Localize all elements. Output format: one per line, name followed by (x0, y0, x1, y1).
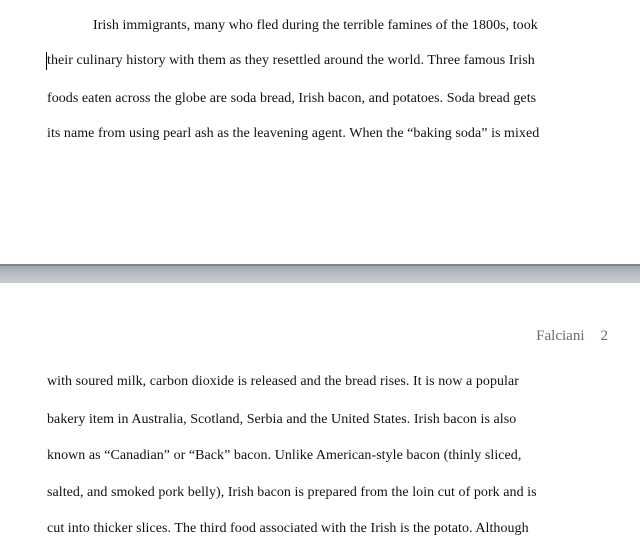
page-break-separator (0, 264, 640, 283)
paragraph-line: their culinary history with them as they resettled around the world. Three famous Irish (47, 53, 535, 68)
paragraph-line: Irish immigrants, many who fled during the terrible famines of the 1800s, took (93, 18, 538, 33)
paragraph-line: known as “Canadian” or “Back” bacon. Unlike American-style bacon (thinly sliced, (47, 448, 522, 463)
header-page-number: 2 (600, 328, 608, 344)
header-author: Falciani (536, 328, 585, 344)
document-page-1 (0, 0, 640, 264)
paragraph-line: its name from using pearl ash as the leavening agent. When the “baking soda” is mixed (47, 126, 540, 141)
paragraph-line: bakery item in Australia, Scotland, Serbia and the United States. Irish bacon is also (47, 412, 517, 427)
paragraph-line: foods eaten across the globe are soda bread, Irish bacon, and potatoes. Soda bread gets (47, 91, 537, 106)
paragraph-line: with soured milk, carbon dioxide is released and the bread rises. It is now a popular (47, 374, 519, 389)
paragraph-line: cut into thicker slices. The third food associated with the Irish is the potato. Although (47, 521, 529, 536)
paragraph-line: salted, and smoked pork belly), Irish bacon is prepared from the loin cut of pork and is (47, 485, 537, 500)
page-header (536, 328, 608, 345)
